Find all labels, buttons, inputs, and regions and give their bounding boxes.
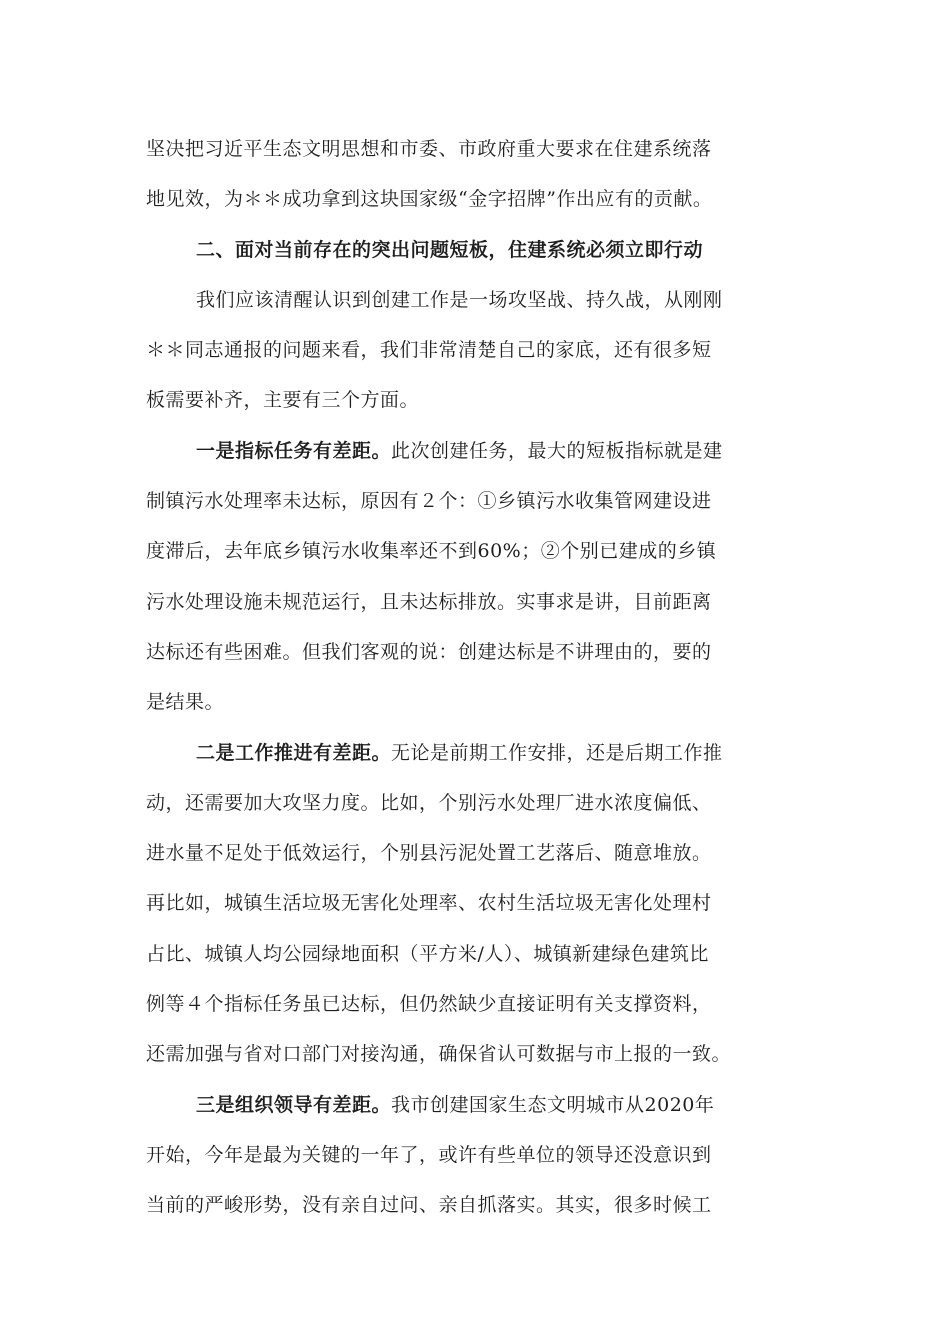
line-text: 开始，今年是最为关键的一年了，或许有些单位的领导还没意识到 [146, 1143, 712, 1166]
paragraph-line [146, 476, 806, 526]
paragraph-line [146, 325, 806, 375]
paragraph-line [146, 275, 806, 325]
line-text: ＊＊同志通报的问题来看，我们非常清楚自己的家底，还有很多短 [146, 339, 712, 362]
paragraph-line [146, 878, 806, 928]
paragraph-line [146, 627, 806, 677]
paragraph-line [146, 778, 806, 828]
paragraph-line [146, 979, 806, 1029]
line-text: 是结果。 [146, 691, 225, 714]
line-text: 我市创建国家生态文明城市从2020年 [391, 1093, 715, 1116]
line-text: 地见效，为＊＊成功拿到这块国家级“金字招牌”作出应有的贡献。 [146, 188, 713, 211]
paragraph-line [146, 526, 806, 576]
line-text: 当前的严峻形势，没有亲自过问、亲自抓落实。其实，很多时候工 [146, 1194, 712, 1217]
paragraph-line [146, 1130, 806, 1180]
line-text: 制镇污水处理率未达标，原因有２个：①乡镇污水收集管网建设进 [146, 490, 712, 513]
paragraph-lead: 三是组织领导有差距。 [196, 1093, 392, 1116]
paragraph-lead: 二是工作推进有差距。 [196, 741, 392, 764]
heading-text: 二、面对当前存在的突出问题短板，住建系统必须立即行动 [196, 238, 704, 261]
paragraph-line [146, 426, 806, 476]
paragraph-lead: 一是指标任务有差距。 [196, 439, 392, 462]
line-text: 达标还有些困难。但我们客观的说：创建达标是不讲理由的，要的 [146, 640, 712, 663]
paragraph-line [146, 1180, 806, 1230]
paragraph-line [146, 375, 806, 425]
line-text: 度滞后，去年底乡镇污水收集率还不到60%；②个别已建成的乡镇 [146, 540, 717, 563]
line-text: 再比如，城镇生活垃圾无害化处理率、农村生活垃圾无害化处理村 [146, 892, 712, 915]
line-text: 还需加强与省对口部门对接沟通，确保省认可数据与市上报的一致。 [146, 1043, 732, 1066]
line-text: 例等４个指标任务虽已达标，但仍然缺少直接证明有关支撑资料， [146, 993, 712, 1016]
paragraph-line [146, 677, 806, 727]
section-heading [146, 225, 806, 275]
line-text: 动，还需要加大攻坚力度。比如，个别污水处理厂进水浓度偏低、 [146, 791, 712, 814]
line-text: 进水量不足处于低效运行，个别县污泥处置工艺落后、随意堆放。 [146, 842, 712, 865]
paragraph-line [146, 828, 806, 878]
paragraph-line [146, 1080, 806, 1130]
line-text: 占比、城镇人均公园绿地面积（平方米/人）、城镇新建绿色建筑比 [146, 942, 709, 965]
line-text: 此次创建任务，最大的短板指标就是建 [391, 439, 723, 462]
paragraph-line [146, 577, 806, 627]
line-text: 污水处理设施未规范运行，且未达标排放。实事求是讲，目前距离 [146, 590, 712, 613]
paragraph-line [146, 174, 806, 224]
line-text: 我们应该清醒认识到创建工作是一场攻坚战、持久战，从刚刚 [196, 288, 723, 311]
line-text: 无论是前期工作安排，还是后期工作推 [391, 741, 723, 764]
line-text: 板需要补齐，主要有三个方面。 [146, 389, 420, 412]
paragraph-line [146, 124, 806, 174]
line-text: 坚决把习近平生态文明思想和市委、市政府重大要求在住建系统落 [146, 138, 712, 160]
paragraph-line [146, 929, 806, 979]
document-body [146, 124, 806, 1231]
paragraph-line [146, 728, 806, 778]
paragraph-line [146, 1029, 806, 1079]
